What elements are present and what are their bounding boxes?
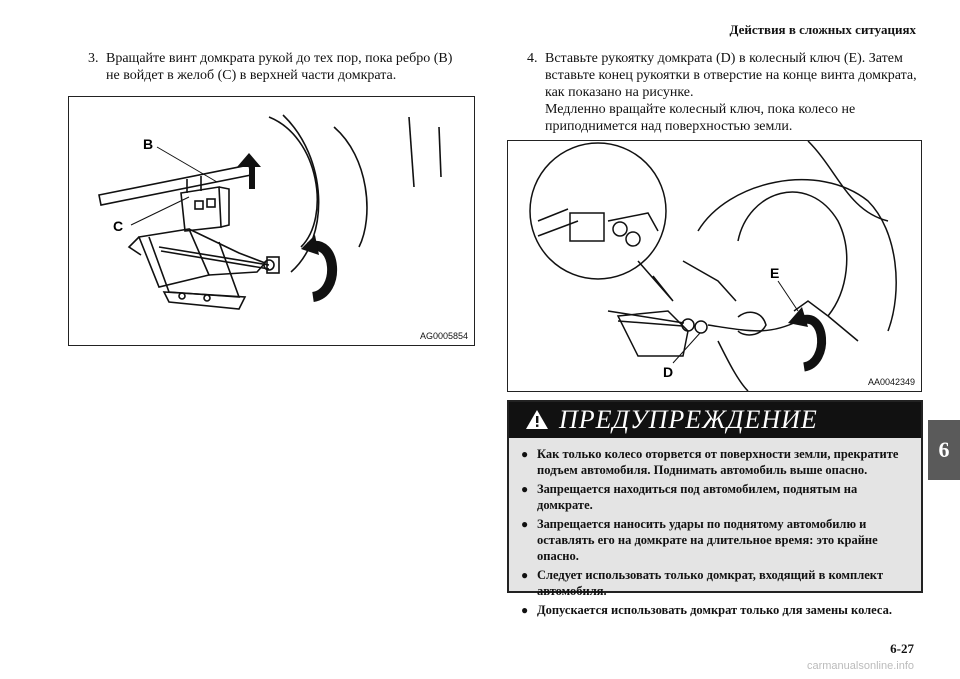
watermark: carmanualsonline.info xyxy=(806,660,914,672)
bullet-icon: ● xyxy=(521,603,529,617)
bullet-icon: ● xyxy=(521,517,529,531)
jack-illustration xyxy=(69,97,474,345)
rotate-arrow-icon xyxy=(301,235,332,297)
bullet-icon: ● xyxy=(521,482,529,496)
bullet-icon: ● xyxy=(521,568,529,582)
wrench-illustration xyxy=(508,141,921,391)
figure-wrench-handle xyxy=(507,140,922,392)
rotate-arrow-icon xyxy=(788,307,822,367)
label-c: C xyxy=(113,218,124,234)
warning-item: ● Следует использовать только домкрат, входящий в комплект автомобиля. xyxy=(521,568,884,598)
step-number: 3. xyxy=(88,51,99,66)
step-text-1: Вставьте рукоятку домкрата (D) в колесный ключ (E). Затем вставьте конец рукоятки в отверстие на конце винта домкрата, как показано на рисунке. xyxy=(545,51,917,100)
step-4 xyxy=(527,50,919,135)
page-header: Действия в сложных ситуациях xyxy=(729,22,916,37)
step-3 xyxy=(88,50,468,84)
warning-title-bar xyxy=(509,402,921,438)
warning-item: ● Допускается использовать домкрат только для замены колеса. xyxy=(521,603,892,617)
chapter-tab: 6 xyxy=(928,420,960,480)
warning-title: ПРЕДУПРЕЖДЕНИЕ xyxy=(559,405,818,434)
label-d: D xyxy=(663,364,674,380)
bullet-icon: ● xyxy=(521,447,529,461)
warning-box xyxy=(507,400,923,617)
step-number: 4. xyxy=(527,51,538,66)
page-number: 6-27 xyxy=(890,641,914,656)
warning-triangle-icon xyxy=(525,409,549,430)
figure-code: AA0042349 xyxy=(867,377,915,387)
warning-item: ● Запрещается наносить удары по поднятому автомобилю и оставлять его на домкрате на длительное время: это крайне опасно. xyxy=(521,517,878,563)
warning-item: ● Запрещается находиться под автомобилем, поднятым на домкрате. xyxy=(521,482,858,512)
warning-list xyxy=(509,446,921,618)
label-b: B xyxy=(143,136,154,152)
step-text-2: Медленно вращайте колесный ключ, пока колесо не приподнимется над поверхностью земли. xyxy=(545,102,856,134)
step-text: Вращайте винт домкрата рукой до тех пор, пока ребро (B) не войдет в желоб (C) в верхней части домкрата. xyxy=(106,51,453,83)
figure-code: AG0005854 xyxy=(419,331,468,341)
label-e: E xyxy=(770,265,780,281)
warning-item: ● Как только колесо оторвется от поверхности земли, прекратите подъем автомобиля. Поднимать автомобиль выше опасно. xyxy=(521,447,899,477)
figure-jack-groove xyxy=(68,96,475,346)
